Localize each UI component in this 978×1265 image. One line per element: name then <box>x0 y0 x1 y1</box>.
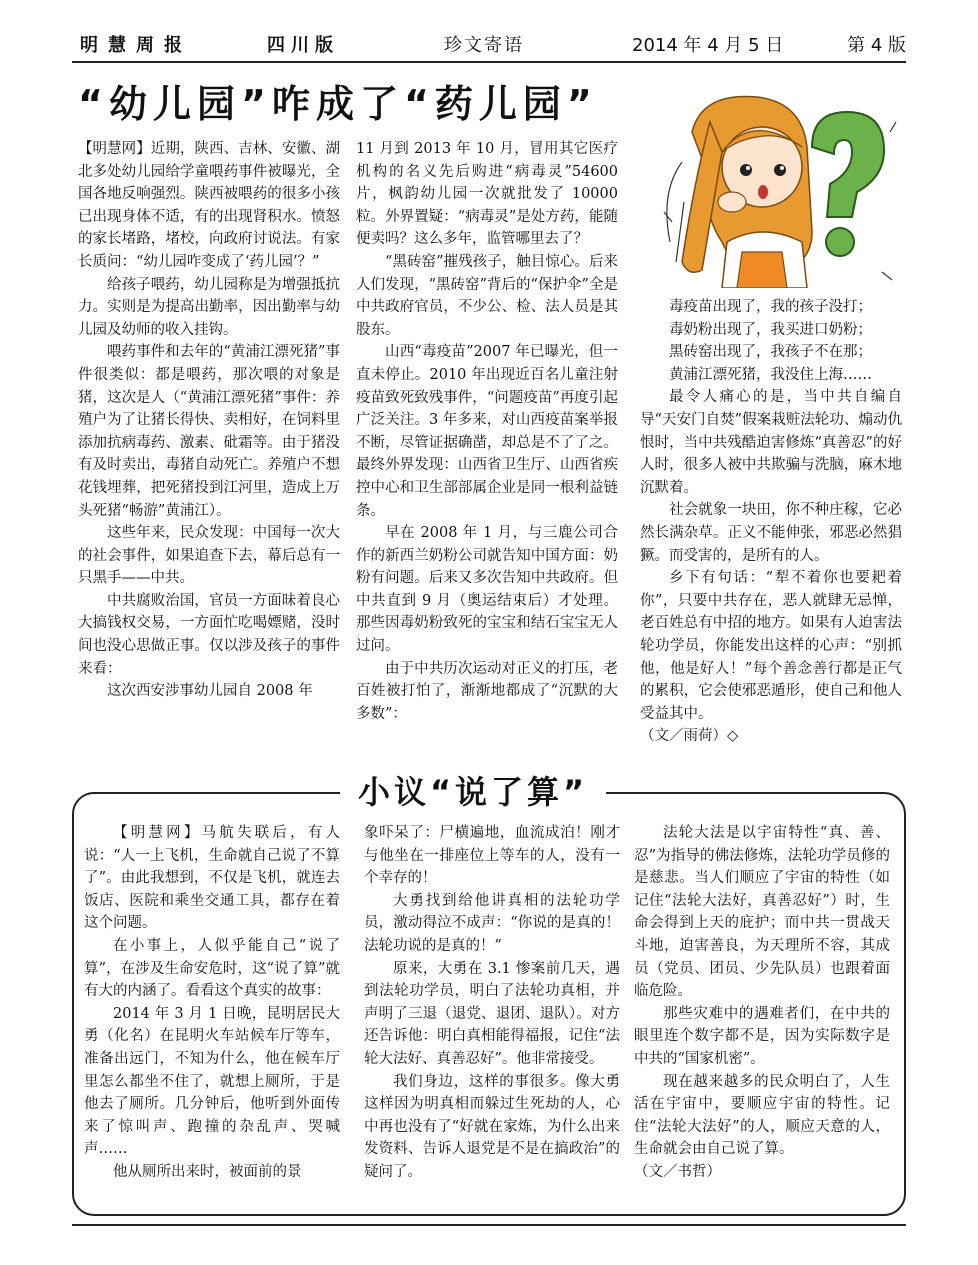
paragraph: 山西“毒疫苗”2007 年已曝光，但一直未停止。2010 年出现近百名儿童注射疫苗致死致残事件，“问题疫苗”再度引起广泛关注。3 年多来，对山西疫苗案举报不断，尽管证据确凿，却总是不了了之。最终外界发现：山西省卫生厅、山西省疾控中心和卫生部部属企业是同一根利益链条。 <box>356 344 618 519</box>
article-column-3 <box>640 296 902 748</box>
poem-line: 毒疫苗出现了，我的孩子没打； <box>669 299 872 315</box>
paragraph: 【明慧网】马航失联后，有人说：“人一上飞机，生命就自己说了不算了”。由此我想到，不仅是飞机，就连去饭店、医院和乘坐交通工具，都存在着这个问题。 <box>84 825 340 932</box>
paragraph: 喂药事件和去年的“黄浦江漂死猪”事件很类似：都是喂药，那次喂的对象是猪，这次是人（“黄浦江漂死猪”事件：养殖户为了让猪长得快、卖相好，在饲料里添加抗病毒药、激素、砒霜等。由于猪没有及时卖出，毒猪自动死亡。养殖户不想花钱埋葬，把死猪投到江河里，造成上万头死猪“畅游”黄浦江）。 <box>78 344 340 519</box>
edition-name: 四川版 <box>267 35 339 56</box>
paragraph: 早在 2008 年 1 月，与三鹿公司合作的新西兰奶粉公司就告知中国方面：奶粉有问题。后来又多次告知中共政府。但中共直到 9 月（奥运结束后）才处理。那些因毒奶粉致死的宝宝和结石宝宝无人过问。 <box>356 525 618 655</box>
sidebar-article-title: 小议“说了算” <box>340 770 606 814</box>
paragraph: 这些年来，民众发现：中国每一次大的社会事件，如果追查下去，幕后总有一只黑手——中共。 <box>78 525 340 587</box>
footer-divider <box>72 1224 906 1226</box>
header-divider <box>72 61 906 63</box>
paragraph: 原来，大勇在 3.1 惨案前几天，遇到法轮功学员，明白了法轮功真相，并声明了三退（退党、退团、退队）。对方还告诉他：明白真相能得福报，记住“法轮大法好、真善忍好”。他非常接受。 <box>364 960 620 1067</box>
paragraph: 中共腐败治国，官员一方面昧着良心大搞钱权交易，一方面忙吃喝嫖赌，没时间也没心思做正事。仅以涉及孩子的事件来看： <box>78 592 340 677</box>
paragraph: 社会就象一块田，你不种庄稼，它必然长满杂草。正义不能伸张，邪恶必然猖獗。而受害的，是所有的人。 <box>640 502 902 564</box>
paragraph: 他从厕所出来时，被面前的景 <box>113 1163 302 1180</box>
paragraph: 乡下有句话：“犁不着你也要耙着你”，只要中共存在，恶人就肆无忌惮，老百姓总有中招的地方。如果有人迫害法轮功学员，你能发出这样的心声：“别抓他，他是好人！”每个善念善行都是正气的累积，它会使邪恶遁形，使自己和他人受益其中。 <box>640 570 902 722</box>
paragraph: 在小事上，人似乎能自己“说了算”，在涉及生命安危时，这“说了算”就有大的内涵了。看看这个真实的故事： <box>84 937 340 1000</box>
page-number: 第 4 版 <box>847 35 906 56</box>
byline: （文／雨荷）◇ <box>640 728 739 745</box>
paragraph: 这次西安涉事幼儿园自 2008 年 <box>107 683 313 700</box>
masthead <box>72 34 906 60</box>
issue-date: 2014 年 4 月 5 日 <box>632 35 784 56</box>
sidebar-column-2 <box>364 822 620 1184</box>
paragraph: 我们身边，这样的事很多。像大勇这样因为明真相而躲过生死劫的人，心中再也没有了“好就在家炼，为什么出来发资料、告诉人退党是不是在搞政治”的疑问了。 <box>364 1073 620 1180</box>
paragraph: 最令人痛心的是，当中共自编自导“天安门自焚”假案栽赃法轮功、煽动仇恨时，当中共残酷迫害修炼“真善忍”的好人时，很多人被中共欺骗与洗脑，麻木地沉默着。 <box>640 389 902 496</box>
article-title: “幼儿园”咋成了“药儿园” <box>78 82 598 126</box>
paragraph: 【明慧网】近期，陕西、吉林、安徽、湖北多处幼儿园给学童喂药事件被曝光，全国各地反响强烈。陕西被喂药的很多小孩已出现身体不适，有的出现肾积水。愤怒的家长堵路，堵校，向政府讨说法。有家长质问：“幼儿园咋变成了‘药儿园’？” <box>78 141 340 270</box>
paragraph: “黑砖窑”摧残孩子，触目惊心。后来人们发现，“黑砖窑”背后的“保护伞”全是中共政府官员，不少公、检、法人员是其股东。 <box>356 253 618 338</box>
byline: （文／书哲） <box>634 1163 721 1180</box>
paragraph: 现在越来越多的民众明白了，人生活在宇宙中，要顺应宇宙的特性。记住“法轮大法好”的人，顺应天意的人，生命就会由自己说了算。 <box>634 1073 890 1158</box>
article-column-1 <box>78 138 340 703</box>
sidebar-column-1 <box>84 822 340 1184</box>
paragraph: 由于中共历次运动对正义的打压，老百姓被打怕了，渐渐地都成了“沉默的大多数”： <box>356 660 618 722</box>
poem-line: 黑砖窑出现了，我孩子不在那； <box>669 344 872 361</box>
poem-block <box>640 296 902 386</box>
paragraph: 法轮大法是以宇宙特性“真、善、忍”为指导的佛法修炼，法轮功学员修的是慈悲。当人们顺应了宇宙的特性（如记住“法轮大法好，真善忍好”）时，生命会得到上天的庇护；而中共一贯战天斗地，迫害善良，为天理所不容，其成员（党员、团员、少先队员）也跟着面临危险。 <box>634 825 890 1000</box>
paper-name: 明慧周报 <box>80 35 192 56</box>
paragraph: 那些灾难中的遇难者们，在中共的眼里连个数字都不是，因为实际数字是中共的“国家机密”。 <box>634 1005 890 1067</box>
article-column-2 <box>356 138 618 725</box>
column-name: 珍文寄语 <box>444 35 524 56</box>
girl-question-mark-illustration <box>662 92 898 288</box>
paragraph: 给孩子喂药，幼儿园称是为增强抵抗力。实则是为提高出勤率，因出勤率与幼儿园及幼师的收入挂钩。 <box>78 276 340 338</box>
paragraph: 2014 年 3 月 1 日晚，昆明居民大勇（化名）在昆明火车站候车厅等车，准备出远门，不知为什么，他在候车厅里怎么都坐不住了，就想上厕所，于是他去了厕所。几分钟后，他听到外面传来了惊叫声、跑撞的杂乱声、哭喊声…… <box>84 1005 340 1158</box>
poem-line: 黄浦江漂死猪，我没住上海…… <box>669 366 872 383</box>
paragraph: 大勇找到给他讲真相的法轮功学员，激动得泣不成声：“你说的是真的！法轮功说的是真的！” <box>364 892 620 954</box>
sidebar-column-3 <box>634 822 890 1184</box>
paragraph: 11 月到 2013 年 10 月，冒用其它医疗机构的名义先后购进“病毒灵”54600 片，枫韵幼儿园一次就批发了 10000 粒。外界置疑：“病毒灵”是处方药，能随便卖吗？这么多年，监管哪里去了？ <box>356 141 618 248</box>
poem-line: 毒奶粉出现了，我买进口奶粉； <box>669 321 872 338</box>
paragraph: 象吓呆了：尸横遍地，血流成泊！刚才与他坐在一排座位上等车的人，没有一个幸存的！ <box>364 825 620 887</box>
